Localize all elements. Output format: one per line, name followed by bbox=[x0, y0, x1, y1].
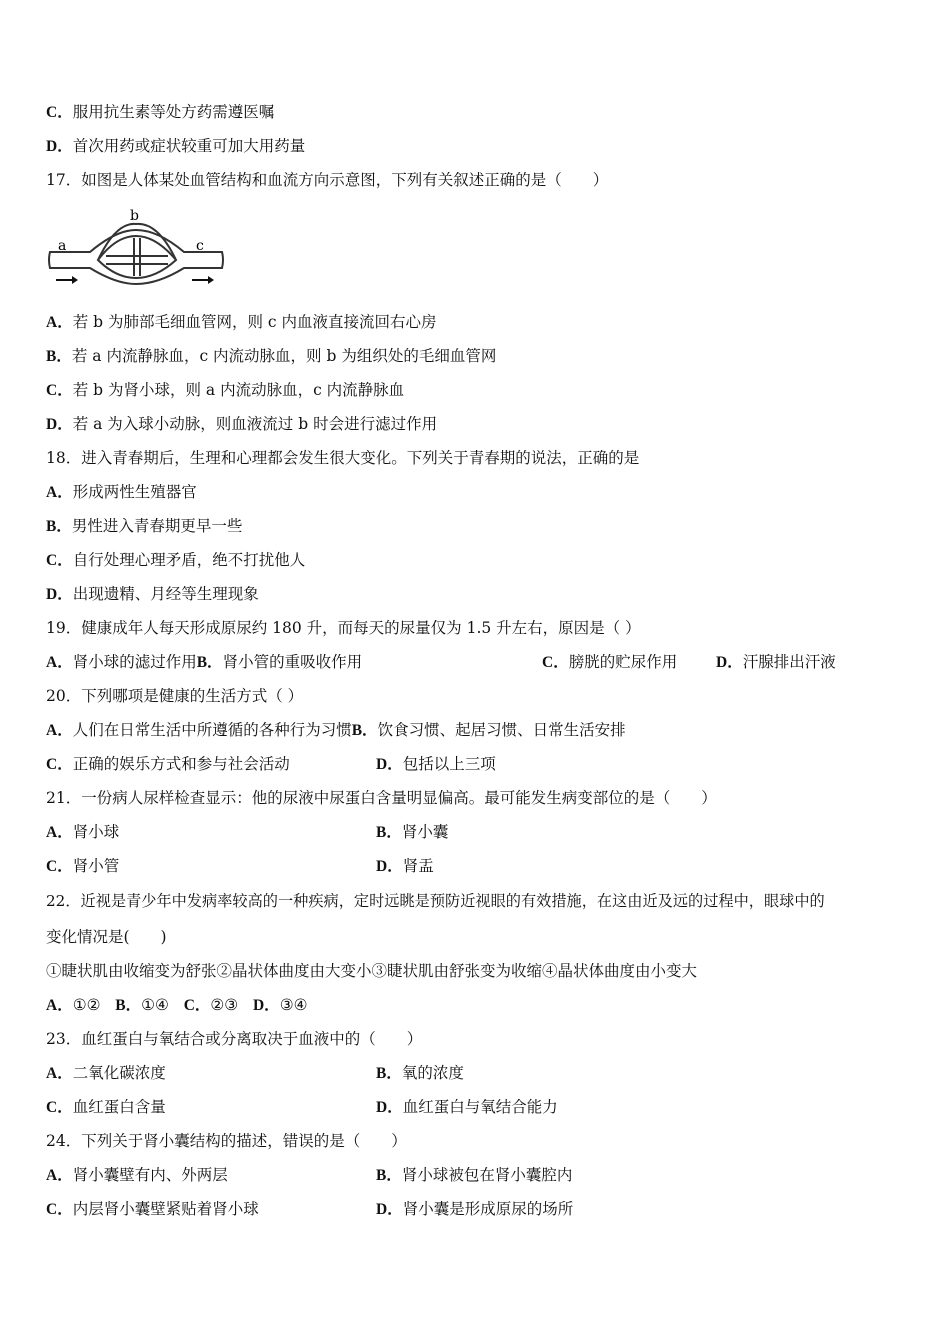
option-b-q21: B．肾小囊 bbox=[376, 823, 449, 841]
option-d-q16: D．首次用药或症状较重可加大用药量 bbox=[46, 137, 306, 155]
options-ab-q19: A．肾小球的滤过作用B．肾小管的重吸收作用 bbox=[46, 653, 363, 671]
options-q22: A．①② B．①④ C．②③ D．③④ bbox=[46, 996, 308, 1014]
question-24: 24．下列关于肾小囊结构的描述，错误的是（ ） bbox=[46, 1132, 407, 1150]
option-c-q16: C．服用抗生素等处方药需遵医嘱 bbox=[46, 103, 275, 121]
option-d-q24: D．肾小囊是形成原尿的场所 bbox=[376, 1200, 574, 1218]
question-22-cont: 变化情况是( ) bbox=[46, 928, 167, 946]
option-c-q24: C．内层肾小囊壁紧贴着肾小球 bbox=[46, 1200, 259, 1218]
option-b-q17: B．若 a 内流静脉血，c 内流动脉血，则 b 为组织处的毛细血管网 bbox=[46, 347, 497, 365]
question-21: 21．一份病人尿样检查显示：他的尿液中尿蛋白含量明显偏高。最可能发生病变部位的是（ ） bbox=[46, 789, 717, 807]
question-20: 20．下列哪项是健康的生活方式（ ） bbox=[46, 687, 304, 705]
option-c-q18: C．自行处理心理矛盾，绝不打扰他人 bbox=[46, 551, 306, 569]
question-22: 22．近视是青少年中发病率较高的一种疾病，定时远眺是预防近视眼的有效措施，在这由近及远的过程中，眼球中的 bbox=[46, 892, 825, 910]
option-a-q24: A．肾小囊壁有内、外两层 bbox=[46, 1166, 228, 1184]
option-c-q17: C．若 b 为肾小球，则 a 内流动脉血，c 内流静脉血 bbox=[46, 381, 405, 399]
option-d-q17: D．若 a 为入球小动脉，则血液流过 b 时会进行滤过作用 bbox=[46, 415, 438, 433]
label-c: c bbox=[196, 238, 204, 254]
option-c-q20: C．正确的娱乐方式和参与社会活动 bbox=[46, 755, 290, 773]
question-18: 18．进入青春期后，生理和心理都会发生很大变化。下列关于青春期的说法，正确的是 bbox=[46, 449, 640, 467]
options-ab-q20: A．人们在日常生活中所遵循的各种行为习惯B．饮食习惯、起居习惯、日常生活安排 bbox=[46, 721, 626, 739]
option-a-q21: A．肾小球 bbox=[46, 823, 120, 841]
label-a: a bbox=[58, 238, 67, 254]
question-22-statements: ①睫状肌由收缩变为舒张②晶状体曲度由大变小③睫状肌由舒张变为收缩④晶状体曲度由小变大 bbox=[46, 962, 698, 980]
option-d-q23: D．血红蛋白与氧结合能力 bbox=[376, 1098, 558, 1116]
option-c-q19: C．膀胱的贮尿作用 bbox=[542, 653, 678, 671]
option-a-q18: A．形成两性生殖器官 bbox=[46, 483, 197, 501]
question-23: 23．血红蛋白与氧结合或分离取决于血液中的（ ） bbox=[46, 1030, 423, 1048]
option-c-q23: C．血红蛋白含量 bbox=[46, 1098, 166, 1116]
option-b-q18: B．男性进入青春期更早一些 bbox=[46, 517, 243, 535]
option-b-q23: B．氧的浓度 bbox=[376, 1064, 464, 1082]
option-c-q21: C．肾小管 bbox=[46, 857, 120, 875]
label-b: b bbox=[130, 208, 139, 224]
option-d-q21: D．肾盂 bbox=[376, 857, 434, 875]
question-19: 19．健康成年人每天形成原尿约 180 升，而每天的尿量仅为 1.5 升左右，原因是（ ） bbox=[46, 619, 641, 637]
option-a-q17: A．若 b 为肺部毛细血管网，则 c 内血液直接流回右心房 bbox=[46, 313, 437, 331]
question-17: 17．如图是人体某处血管结构和血流方向示意图，下列有关叙述正确的是（ ） bbox=[46, 171, 609, 189]
option-d-q18: D．出现遗精、月经等生理现象 bbox=[46, 585, 259, 603]
option-a-q23: A．二氧化碳浓度 bbox=[46, 1064, 166, 1082]
blood-vessel-diagram bbox=[46, 208, 228, 290]
option-d-q20: D．包括以上三项 bbox=[376, 755, 496, 773]
option-b-q24: B．肾小球被包在肾小囊腔内 bbox=[376, 1166, 573, 1184]
option-d-q19: D．汗腺排出汗液 bbox=[716, 653, 836, 671]
